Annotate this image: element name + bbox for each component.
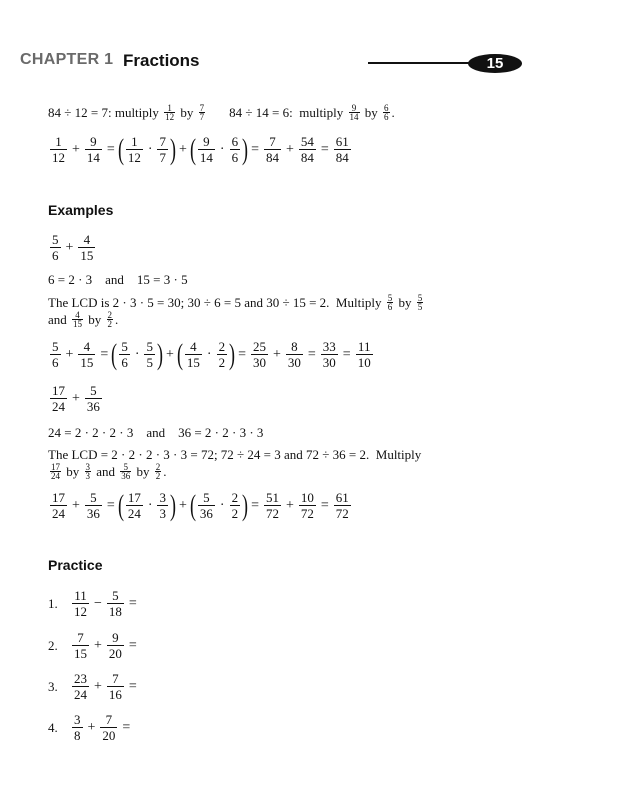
example1-factor [48, 272, 188, 288]
text: by [133, 463, 153, 479]
text: . [163, 463, 167, 479]
numerator: 3 [85, 462, 90, 472]
numerator: 9 [351, 103, 357, 113]
fraction [198, 490, 215, 521]
denominator: 84 [300, 150, 314, 165]
denominator: 24 [74, 687, 87, 702]
denominator: 24 [51, 471, 60, 481]
example1-problem: $\frac{5}{6}$ + $\frac{4}{15}$ [52, 232, 94, 263]
numerator: 10 [300, 490, 314, 505]
denominator: 20 [108, 646, 122, 661]
numerator: 2 [218, 339, 226, 354]
denominator: 6 [121, 355, 128, 370]
fraction [349, 104, 360, 121]
operator: − [94, 595, 102, 611]
denominator: 7 [159, 150, 166, 165]
equals: = [128, 678, 137, 694]
numerator: 7 [112, 671, 119, 686]
numerator: 5 [417, 293, 423, 303]
denominator: 15 [186, 355, 200, 370]
operator: + [94, 637, 102, 653]
fraction [157, 490, 168, 521]
denominator: 3 [159, 506, 166, 521]
numerator: 7 [77, 630, 84, 645]
fraction [72, 311, 83, 328]
numerator: 11 [74, 588, 87, 603]
operator: + [94, 678, 102, 694]
equation-top: $\frac{1}{12}$ + $\frac{9}{14}$ = ( $\frac{1}{12}$ · $\frac{7}{7}$ ) + ( $\frac{9}{14}$ · $\frac{6}{6}$ ) = $\frac{7}{84}$ + $\frac{54}{84}$ = $\frac{61}{84}$ [52, 132, 349, 166]
denominator: 16 [108, 687, 122, 702]
numerator: 4 [83, 232, 91, 247]
numerator: 5 [52, 339, 59, 354]
denominator: 15 [80, 355, 94, 370]
text: 84 ÷ 14 = 6: multiply [229, 104, 347, 120]
example1-lcd-line2 [48, 311, 118, 328]
fraction [50, 490, 67, 521]
numerator: 2 [231, 490, 239, 505]
denominator: 18 [108, 604, 122, 619]
fraction [185, 339, 202, 370]
denominator: 2 [218, 355, 226, 370]
denominator: 8 [74, 728, 81, 743]
item-number: 3. [48, 678, 58, 694]
fraction [264, 134, 281, 165]
denominator: 30 [322, 355, 336, 370]
fraction [72, 712, 83, 743]
numerator: 5 [146, 339, 153, 354]
fraction [356, 339, 373, 370]
denominator: 5 [146, 355, 153, 370]
numerator: 9 [203, 134, 210, 149]
fraction [155, 463, 162, 480]
fraction [85, 134, 102, 165]
fraction [334, 134, 351, 165]
numerator: 1 [167, 103, 172, 113]
denominator: 84 [265, 150, 279, 165]
numerator: 11 [357, 339, 371, 354]
fraction [217, 339, 228, 370]
numerator: 51 [265, 490, 279, 505]
denominator: 36 [86, 506, 100, 521]
denominator: 24 [52, 399, 65, 414]
text: by [63, 463, 83, 479]
numerator: 17 [127, 490, 141, 505]
practice-heading: Practice [48, 557, 103, 573]
denominator: 6 [52, 355, 59, 370]
equals: = [128, 637, 137, 653]
fraction [119, 339, 130, 370]
numerator: 7 [105, 712, 113, 727]
fraction [78, 339, 95, 370]
item-number: 4. [48, 719, 58, 735]
example2-lcd-line1 [48, 447, 421, 463]
fraction [417, 294, 424, 311]
denominator: 6 [384, 112, 389, 122]
denominator: 14 [349, 112, 359, 122]
fraction [78, 232, 95, 263]
fraction [199, 104, 206, 121]
denominator: 12 [165, 112, 175, 122]
fraction [72, 630, 89, 661]
denominator: 6 [387, 302, 393, 312]
fraction [157, 134, 168, 165]
examples-heading: Examples [48, 202, 114, 218]
fraction [164, 104, 175, 121]
numerator: 3 [74, 712, 81, 727]
numerator: 17 [52, 490, 65, 505]
example2-problem: $\frac{17}{24}$ + $\frac{5}{36}$ [52, 383, 100, 414]
example2-factor [48, 425, 263, 441]
denominator: 12 [127, 150, 141, 165]
fraction [264, 490, 281, 521]
example2-equation: $\frac{17}{24}$ + $\frac{5}{36}$ = ( $\frac{17}{24}$ · $\frac{3}{3}$ ) + ( $\frac{5}{36}$ · $\frac{2}{2}$ ) = $\frac{51}{72}$ + $\frac{10}{72}$ = $\frac{61}{72}$ [52, 488, 349, 522]
fraction [50, 383, 67, 414]
denominator: 2 [155, 471, 161, 481]
fraction [383, 104, 390, 121]
fraction [126, 490, 143, 521]
denominator: 3 [85, 471, 90, 481]
numerator: 4 [75, 310, 80, 320]
denominator: 14 [86, 150, 100, 165]
text: . [391, 104, 395, 120]
numerator: 8 [291, 339, 298, 354]
numerator: 9 [112, 630, 119, 645]
multiplier-line [48, 104, 395, 121]
denominator: 20 [102, 728, 116, 743]
denominator: 84 [335, 150, 349, 165]
numerator: 3 [159, 490, 166, 505]
numerator: 2 [155, 462, 161, 472]
numerator: 33 [322, 339, 336, 354]
numerator: 1 [131, 134, 138, 149]
fraction [85, 383, 102, 414]
fraction [334, 490, 351, 521]
fraction [50, 232, 61, 263]
numerator: 9 [90, 134, 97, 149]
item-number: 2. [48, 637, 58, 653]
example1-lcd-line1 [48, 294, 425, 311]
numerator: 6 [384, 103, 389, 113]
numerator: 7 [159, 134, 166, 149]
text: by [85, 311, 105, 327]
denominator: 6 [52, 248, 59, 263]
denominator: 2 [107, 319, 113, 329]
numerator: 7 [269, 134, 276, 149]
fraction [230, 134, 241, 165]
text: The LCD = 2 · 2 · 2 · 3 · 3 = 72; 72 ÷ 24 = 3 and 72 ÷ 36 = 2. Multiply [48, 447, 422, 462]
chapter-label: CHAPTER 1 [20, 51, 114, 68]
numerator: 5 [121, 339, 128, 354]
text: by [177, 104, 197, 120]
numerator: 2 [107, 310, 113, 320]
fraction [85, 490, 102, 521]
fraction [107, 588, 124, 619]
fraction [50, 339, 61, 370]
denominator: 36 [199, 506, 213, 521]
fraction [126, 134, 143, 165]
fraction [107, 671, 124, 702]
text: 84 ÷ 12 = 7: multiply [48, 104, 163, 120]
item-number: 1. [48, 595, 58, 611]
numerator: 1 [55, 134, 62, 149]
practice-item-4 [48, 712, 133, 743]
example1-equation: $\frac{5}{6}$ + $\frac{4}{15}$ = ( $\frac{5}{6}$ · $\frac{5}{5}$ ) + ( $\frac{4}{15}$ · $\frac{2}{2}$ ) = $\frac{25}{30}$ + $\frac{8}{30}$ = $\frac{33}{30}$ = $\frac{11}{10}$ [52, 337, 371, 371]
fraction [321, 339, 338, 370]
denominator: 10 [357, 355, 371, 370]
denominator: 24 [52, 506, 65, 521]
numerator: 5 [52, 232, 59, 247]
numerator: 61 [335, 490, 349, 505]
text: and [93, 463, 119, 479]
denominator: 15 [80, 248, 94, 263]
denominator: 36 [86, 399, 100, 414]
numerator: 25 [252, 339, 266, 354]
fraction [120, 463, 131, 480]
numerator: 17 [51, 462, 60, 472]
denominator: 14 [199, 150, 213, 165]
denominator: 72 [335, 506, 349, 521]
denominator: 2 [231, 506, 239, 521]
fraction [107, 630, 124, 661]
fraction [230, 490, 241, 521]
text: and [48, 311, 71, 327]
fraction [299, 490, 316, 521]
numerator: 4 [83, 339, 91, 354]
operator: + [87, 719, 96, 735]
fraction [198, 134, 215, 165]
fraction [72, 671, 89, 702]
numerator: 4 [190, 339, 197, 354]
chapter-title: Fractions [123, 51, 200, 70]
fraction [144, 339, 155, 370]
numerator: 23 [74, 671, 87, 686]
denominator: 12 [52, 150, 65, 165]
numerator: 5 [387, 293, 393, 303]
denominator: 7 [199, 112, 205, 122]
fraction [50, 463, 61, 480]
fraction [299, 134, 316, 165]
denominator: 36 [121, 471, 131, 481]
denominator: 15 [73, 319, 83, 329]
numerator: 5 [203, 490, 210, 505]
denominator: 24 [127, 506, 141, 521]
text: by [395, 294, 415, 310]
text: The LCD is 2 · 3 · 5 = 30; 30 ÷ 6 = 5 and 30 ÷ 15 = 2. Multiply [48, 294, 385, 310]
fraction [107, 311, 114, 328]
denominator: 72 [300, 506, 314, 521]
page-number: 15 [468, 54, 522, 73]
practice-item-1 [48, 588, 140, 619]
fraction [286, 339, 303, 370]
fraction [251, 339, 268, 370]
equals: = [128, 595, 137, 611]
text: 24 = 2 · 2 · 2 · 3 and 36 = 2 · 2 · 3 · 3 [48, 425, 264, 440]
numerator: 17 [52, 383, 65, 398]
numerator: 5 [90, 490, 97, 505]
numerator: 6 [231, 134, 239, 149]
denominator: 12 [74, 604, 87, 619]
numerator: 54 [300, 134, 314, 149]
text: 6 = 2 · 3 and 15 = 3 · 5 [48, 272, 188, 287]
practice-item-2 [48, 630, 140, 661]
text: . [115, 311, 119, 327]
fraction [72, 588, 89, 619]
equals: = [122, 719, 131, 735]
fraction [387, 294, 394, 311]
example2-lcd-line2 [48, 463, 167, 480]
text: by [361, 104, 382, 120]
numerator: 5 [90, 383, 97, 398]
fraction [100, 712, 117, 743]
numerator: 5 [112, 588, 119, 603]
numerator: 7 [199, 103, 205, 113]
denominator: 6 [231, 150, 239, 165]
denominator: 15 [74, 646, 87, 661]
fraction [85, 463, 92, 480]
denominator: 30 [252, 355, 266, 370]
denominator: 5 [417, 302, 423, 312]
fraction [50, 134, 67, 165]
denominator: 72 [265, 506, 279, 521]
numerator: 61 [335, 134, 349, 149]
header-rule [368, 62, 480, 64]
numerator: 5 [123, 462, 129, 472]
denominator: 30 [287, 355, 301, 370]
practice-item-3 [48, 671, 140, 702]
